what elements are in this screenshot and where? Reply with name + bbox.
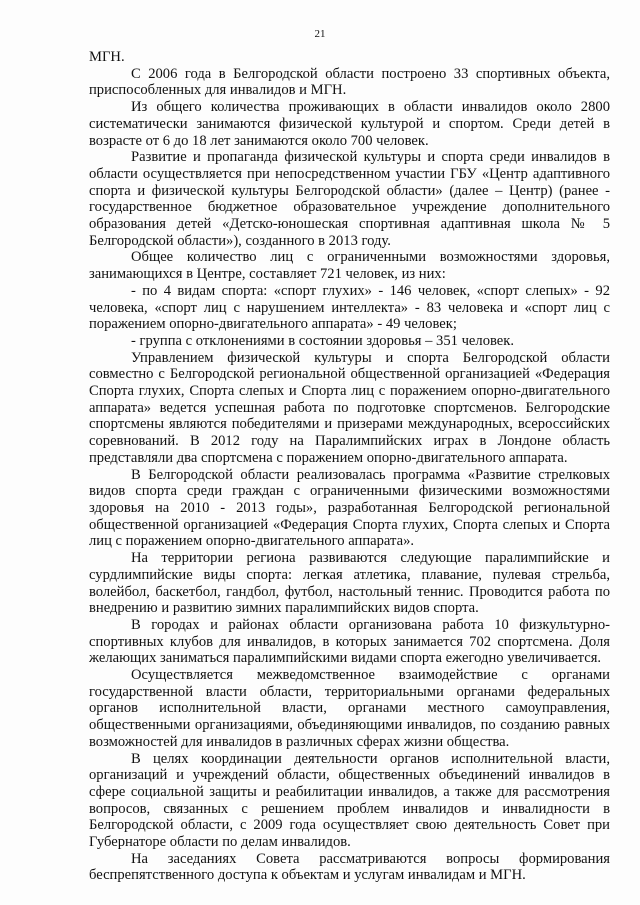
paragraph: МГН. xyxy=(89,49,125,65)
list-item: - группа с отклонениями в состоянии здоровья – 351 человек. xyxy=(131,332,515,349)
paragraph: В городах и районах области организована работа 10 физкультурно-спортивных клубов для инвалидов, в которых занимается 702 спортсмена. Доля желающих заниматься паралимпийскими видами спорта ежегодно увеличивается. xyxy=(89,616,610,667)
paragraph: Осуществляется межведомственное взаимодействие с органами государственной власти области, территориальными органами федеральных органов исполнительной власти, органами местного самоуправления, общественными организациями, объединяющими инвалидов, по созданию равных возможностей для инвалидов в различных сферах жизни общества. xyxy=(89,667,610,750)
paragraph: Из общего количества проживающих в области инвалидов около 2800 систематически занимаются физической культурой и спортом. Среди детей в возрасте от 6 до 18 лет занимаются около 700 человек. xyxy=(89,99,610,149)
paragraph: Управлением физической культуры и спорта Белгородской области совместно с Белгородской региональной общественной организацией «Федерация Спорта глухих, Спорта слепых и Спорта лиц с поражением опорно-двигательного аппарата» ведется успешная работа по подготовке спортсменов. Белгородские спортсмены являются победителями и призерами международных, всероссийских соревнований. В 2012 году на Паралимпийских играх в Лондоне область представляли два спортсмена с поражением опорно-двигательного аппарата. xyxy=(89,349,610,466)
document-body xyxy=(89,49,610,884)
paragraph: На территории региона развиваются следующие паралимпийские и сурдлимпийские виды спорта: легкая атлетика, плавание, пулевая стрельба, волейбол, баскетбол, гандбол, футбол, настольный теннис. Проводится работа по внедрению и развитию зимних паралимпийских видов спорта. xyxy=(89,550,610,617)
list-item: - по 4 видам спорта: «спорт глухих» - 146 человек, «спорт слепых» - 92 человека, «спорт лиц с нарушением интеллекта» - 83 человека и «спорт лиц с поражением опорно-двигательного аппарата» - 49 человек; xyxy=(89,282,610,333)
paragraph: Развитие и пропаганда физической культуры и спорта среди инвалидов в области осуществляется при непосредственном участии ГБУ «Центр адаптивного спорта и физической культуры Белгородской области» (далее – Центр) (ранее - государственное бюджетное образовательное учреждение дополнительного образования детей «Детско-юношеская спортивная адаптивная школа № 5 Белгородской области»), созданного в 2013 году. xyxy=(89,149,610,249)
paragraph: Общее количество лиц с ограниченными возможностями здоровья, занимающихся в Центре, составляет 721 человек, из них: xyxy=(89,249,610,283)
paragraph: В Белгородской области реализовалась программа «Развитие стрелковых видов спорта среди граждан с ограниченными физическими возможностями здоровья на 2010 - 2013 годы», разработанная Белгородской региональной общественной организацией «Федерация Спорта глухих, Спорта слепых и Спорта лиц с поражением опорно-двигательного аппарата». xyxy=(89,466,610,550)
paragraph: На заседаниях Совета рассматриваются вопросы формирования беспрепятственного доступа к объектам и услугам инвалидам и МГН. xyxy=(89,850,610,884)
page-number: 21 xyxy=(314,28,326,40)
paragraph: С 2006 года в Белгородской области построено 33 спортивных объекта, приспособленных для инвалидов и МГН. xyxy=(89,65,610,99)
paragraph: В целях координации деятельности органов исполнительной власти, организаций и учреждений области, общественных объединений инвалидов в сфере социальной защиты и реабилитации инвалидов, а также для рассмотрения вопросов, связанных с решением проблем инвалидов и инвалидности в Белгородской области, с 2009 года осуществляет свою деятельность Совет при Губернаторе области по делам инвалидов. xyxy=(89,750,610,851)
